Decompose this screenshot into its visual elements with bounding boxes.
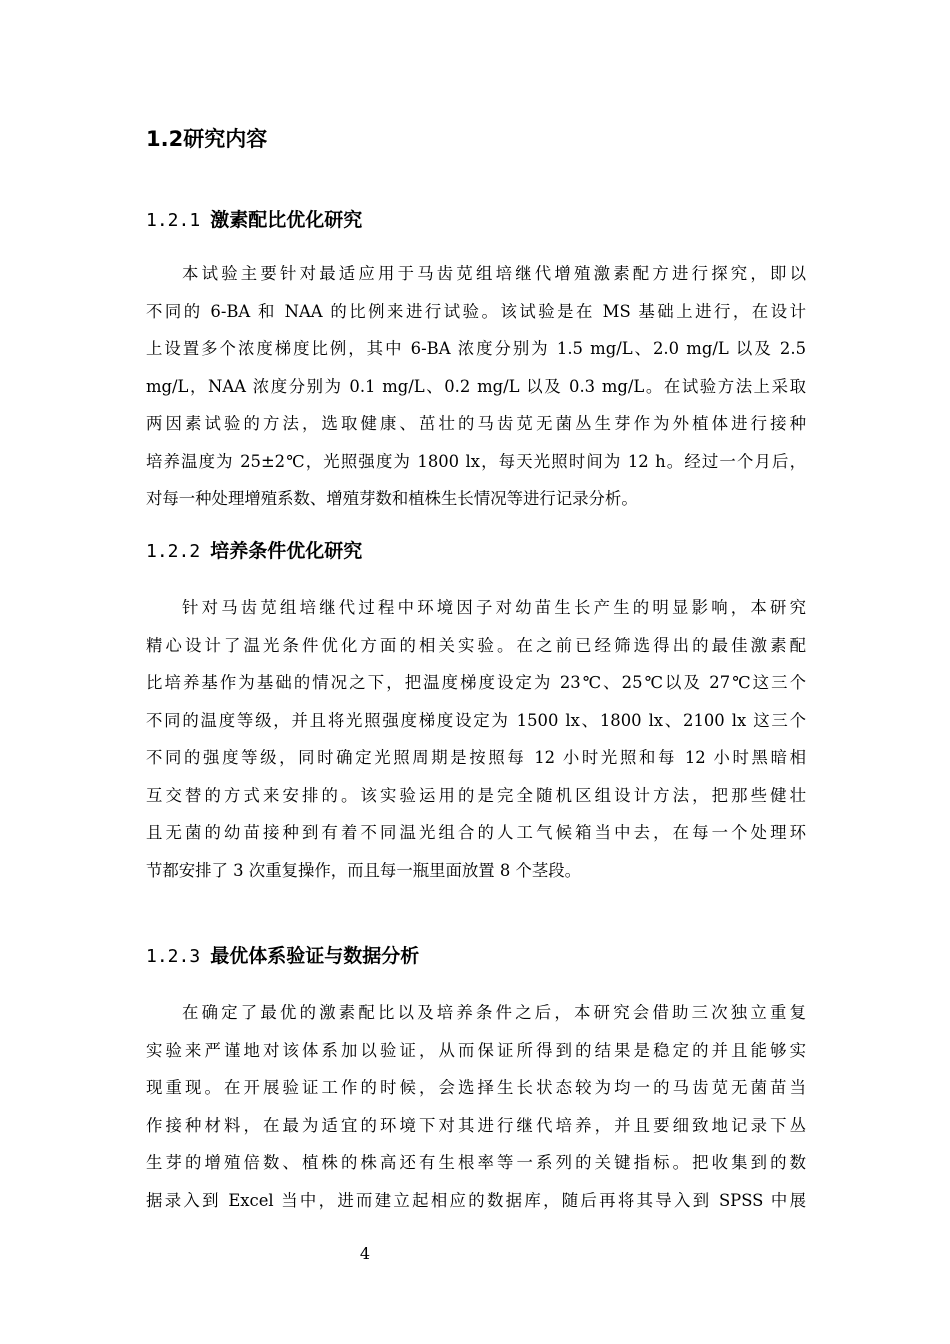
subsection-number: 1.2.1 <box>146 210 201 231</box>
paragraph-line: 且无菌的幼苗接种到有着不同温光组合的人工气候箱当中去，在每一个处理环 <box>146 823 806 842</box>
paragraph-line: 互交替的方式来安排的。该实验运用的是完全随机区组设计方法，把那些健壮 <box>146 785 806 805</box>
paragraph-line: 两因素试验的方法，选取健康、茁壮的马齿苋无菌丛生芽作为外植体进行接种 <box>146 414 806 433</box>
paragraph-line: 上设置多个浓度梯度比例，其中 6-BA 浓度分别为 1.5 mg/L、2.0 mg/L 以及 2.5 <box>146 339 806 358</box>
paragraph-2 <box>146 589 806 889</box>
subsection-title: 培养条件优化研究 <box>210 540 363 562</box>
paragraph-line: 对每一种处理增殖系数、增殖芽数和植株生长情况等进行记录分析。 <box>146 489 638 508</box>
subsection-title: 激素配比优化研究 <box>210 209 363 231</box>
subsection-title: 最优体系验证与数据分析 <box>210 945 420 967</box>
paragraph-line: 现重现。在开展验证工作的时候，会选择生长状态较为均一的马齿苋无菌苗当 <box>146 1078 806 1097</box>
section-title: 研究内容 <box>183 127 268 151</box>
section-number: 1.2 <box>146 127 184 151</box>
subsection-heading-2 <box>146 537 362 566</box>
paragraph-line: 生芽的增殖倍数、植株的株高还有生根率等一系列的关键指标。把收集到的数 <box>146 1153 806 1172</box>
subsection-heading-1 <box>146 206 362 235</box>
paragraph-line: 不同的强度等级，同时确定光照周期是按照每 12 小时光照和每 12 小时黑暗相 <box>146 748 806 767</box>
paragraph-line: 比培养基作为基础的情况之下，把温度梯度设定为 23℃、25℃以及 27℃这三个 <box>146 673 806 692</box>
paragraph-line: 节都安排了 3 次重复操作，而且每一瓶里面放置 8 个茎段。 <box>146 860 582 880</box>
paragraph-line: 实验来严谨地对该体系加以验证，从而保证所得到的结果是稳定的并且能够实 <box>146 1040 806 1060</box>
paragraph-line: 作接种材料，在最为适宜的环境下对其进行继代培养，并且要细致地记录下丛 <box>146 1115 806 1135</box>
subsection-number: 1.2.2 <box>146 541 201 562</box>
paragraph-line: 精心设计了温光条件优化方面的相关实验。在之前已经筛选得出的最佳激素配 <box>146 635 806 655</box>
subsection-heading-3 <box>146 942 419 971</box>
paragraph-line: 据录入到 Excel 当中，进而建立起相应的数据库，随后再将其导入到 SPSS 中展 <box>146 1190 806 1210</box>
paragraph-line: mg/L，NAA 浓度分别为 0.1 mg/L、0.2 mg/L 以及 0.3 mg/L。在试验方法上采取 <box>146 376 806 396</box>
paragraph-line: 在确定了最优的激素配比以及培养条件之后，本研究会借助三次独立重复 <box>182 1003 806 1022</box>
paragraph-line: 针对马齿苋组培继代过程中环境因子对幼苗生长产生的明显影响，本研究 <box>182 598 806 617</box>
paragraph-line: 本试验主要针对最适应用于马齿苋组培继代增殖激素配方进行探究，即以 <box>182 264 806 283</box>
paragraph-line: 培养温度为 25±2℃，光照强度为 1800 lx，每天光照时间为 12 h。经过一个月后， <box>146 451 806 471</box>
paragraph-1 <box>146 255 806 518</box>
paragraph-3 <box>146 994 806 1219</box>
page-number: 4 <box>359 1244 371 1263</box>
paragraph-line: 不同的 6-BA 和 NAA 的比例来进行试验。该试验是在 MS 基础上进行，在设计 <box>146 301 806 321</box>
subsection-number: 1.2.3 <box>146 946 201 967</box>
paragraph-line: 不同的温度等级，并且将光照强度梯度设定为 1500 lx、1800 lx、2100 lx 这三个 <box>146 710 806 730</box>
section-heading <box>146 124 267 154</box>
